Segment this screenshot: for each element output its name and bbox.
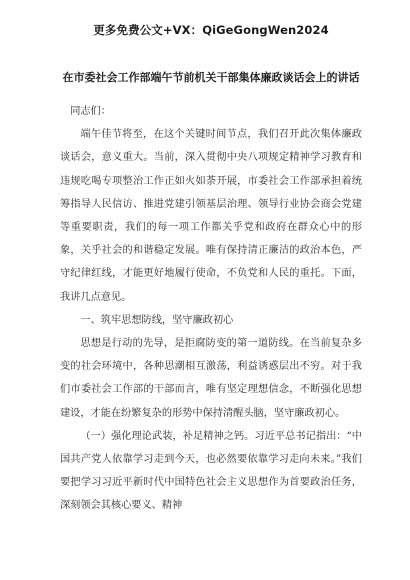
header-banner: 更多免费公文+VX：QiGeGongWen2024 <box>93 23 329 37</box>
intro-paragraph: 端午佳节将至，在这个关键时间节点，我们召开此次集体廉政谈话会，意义重大。当前，深入贯彻中央八项规定精神学习教育和违规吃喝专项整治工作正如火如荼开展，市委社会工作部承担着统筹指导人民信访、推进党建引领基层治理、领导行业协会商会党建等重要职责，我们的每一项工作都关乎党和政府在群众心中的形象，关乎社会的和谐稳定发展。唯有保持清正廉洁的政治本色，严守纪律红线，才能更好地履行使命，不负党和人民的重托。下面，我讲几点意见。 <box>60 129 362 303</box>
salutation: 同志们： <box>70 106 111 117</box>
subsection-heading: （一）强化理论武装，补足精神之钙。 <box>80 430 255 442</box>
section-heading: 一、筑牢思想防线，坚守廉政初心 <box>80 314 234 326</box>
document-title: 在市委社会工作部端午节前机关干部集体廉政谈话会上的讲话 <box>62 71 360 84</box>
subsection-paragraph <box>60 425 362 518</box>
section-paragraph: 思想是行动的先导，是拒腐防变的第一道防线。在当前复杂多变的社会环境中，各种思潮相互激荡，利益诱惑层出不穷。对于我们市委社会工作部的干部而言，唯有坚定理想信念，不断强化思想建设，才能在纷繁复杂的形势中保持清醒头脑，坚守廉政初心。 <box>60 338 362 419</box>
document-body <box>60 100 362 518</box>
subsection-text: 习近平总书记指出：“中国共产党人依靠学习走到今天，也必然要依靠学习走向未来。”我们要把学习习近平新时代中国特色社会主义思想作为首要政治任务，深刻领会其核心要义、精神 <box>60 430 362 512</box>
